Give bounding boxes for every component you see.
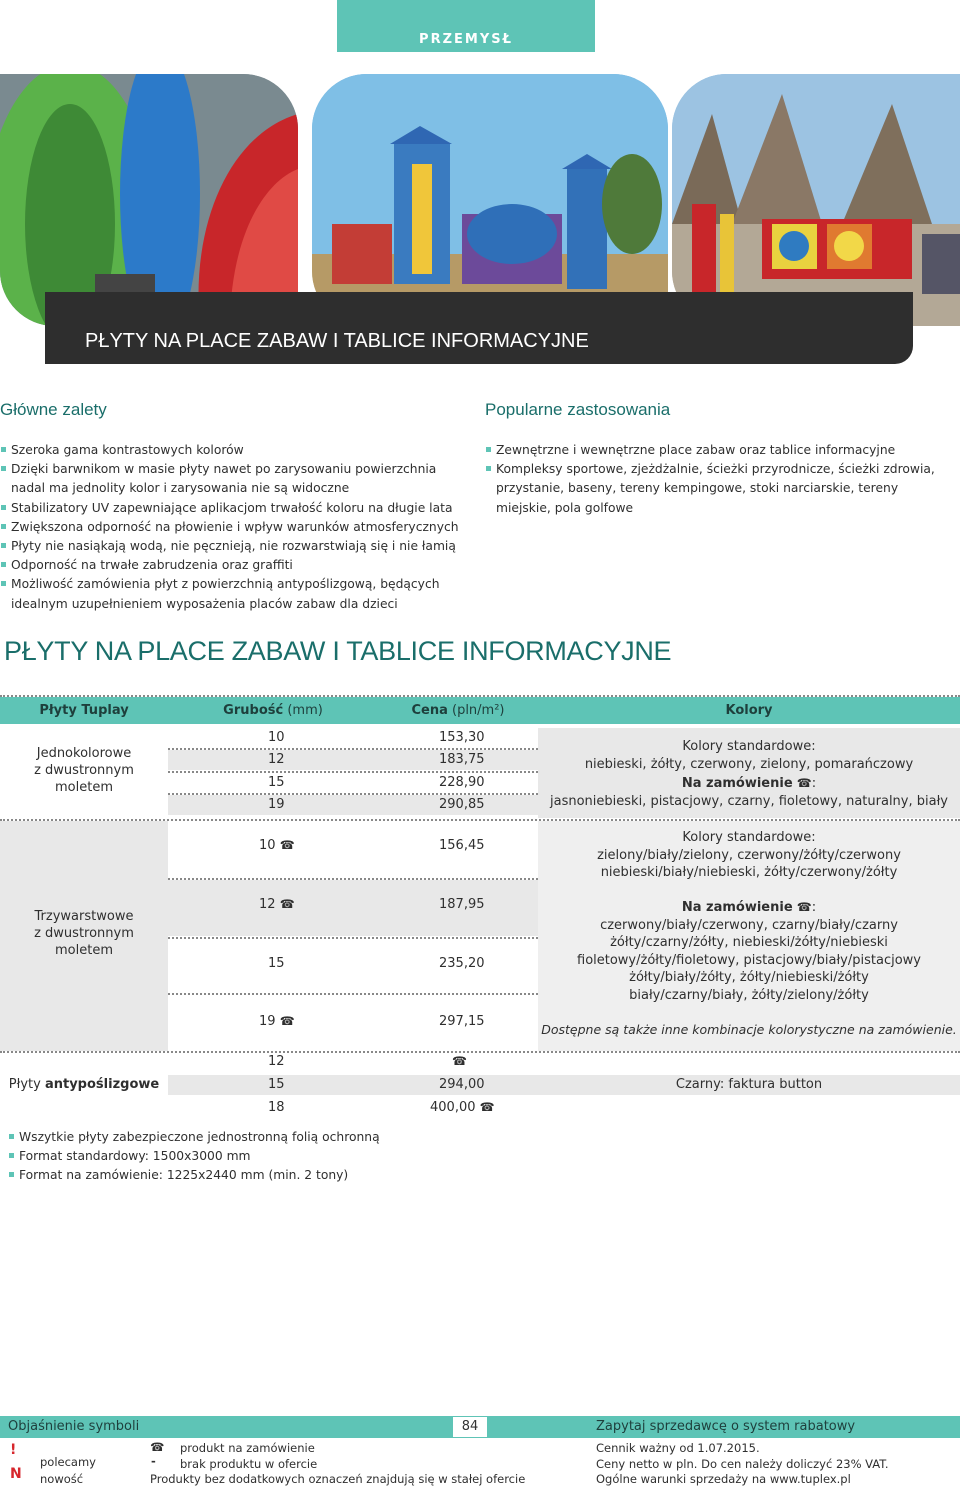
std-colors-value: niebieski/biały/niebieski, żółty/czerwony/żółty (600, 865, 898, 880)
page-number: 84 (452, 1416, 488, 1438)
header-price-unit: (pln/m²) (452, 703, 505, 718)
symbols-title: Objaśnienie symboli (8, 1419, 140, 1434)
on-order-label: produkt na zamówienie (180, 1441, 315, 1455)
price-cell: 294,00 (439, 1077, 485, 1092)
std-colors-value: niebieski, żółty, czerwony, zielony, pomarańczowy (584, 757, 914, 772)
exclamation-icon: ! (10, 1442, 17, 1458)
info-boards-photo (672, 74, 960, 326)
price-cell: 183,75 (439, 752, 485, 767)
price-cell: 187,95 (439, 897, 485, 912)
phone-icon: ☎ (796, 900, 812, 914)
phone-icon: ☎ (279, 838, 295, 852)
group3-name-bold: antypoślizgowe (44, 1077, 160, 1092)
std-colors-label: Kolory standardowe: (682, 830, 816, 845)
out-of-stock-label: brak produktu w ofercie (180, 1457, 318, 1471)
order-colors-label: Na zamówienie (681, 900, 793, 915)
group3-colors: Czarny: faktura button (675, 1077, 823, 1092)
phone-icon: ☎ (479, 1100, 495, 1114)
list-item: Format standardowy: 1500x3000 mm (8, 1147, 508, 1166)
list-item: Zewnętrzne i wewnętrzne place zabaw oraz tablice informacyjne (485, 441, 947, 460)
group3-name-plain: Płyty (8, 1077, 41, 1092)
footer-symbols-bar (0, 1416, 452, 1438)
header-colors: Kolory (725, 703, 773, 718)
price-cell: 153,30 (439, 730, 485, 745)
price-cell: 156,45 (439, 838, 485, 853)
thickness-cell: 19 (268, 797, 285, 812)
new-icon: N (10, 1466, 22, 1482)
applications-heading: Popularne zastosowania (485, 400, 671, 419)
list-item: Format na zamówienie: 1225x2440 mm (min. 2 tony) (8, 1166, 508, 1185)
thickness-cell (259, 1014, 295, 1029)
footer-rebate-bar (488, 1416, 960, 1438)
group1-colors (538, 738, 960, 811)
dash-icon: - (151, 1454, 156, 1468)
order-colors-value: biały/czarny/biały, żółty/zielony/żółty (629, 987, 869, 1003)
list-item: Odporność na trwałe zabrudzenia oraz graffiti (0, 556, 460, 575)
order-colors-value: fioletowy/żółty/fioletowy, pistacjowy/biały/pistacjowy (577, 952, 921, 968)
thickness-cell: 12 (268, 752, 285, 767)
table-heading: PŁYTY NA PLACE ZABAW I TABLICE INFORMACYJNE (4, 636, 672, 666)
thickness-cell: 15 (268, 775, 285, 790)
order-colors-value: czerwony/biały/czerwony, czarny/biały/czarny (600, 917, 898, 933)
thickness-cell: 15 (268, 956, 285, 971)
price-cell: 228,90 (439, 775, 485, 790)
price-cell: 290,85 (439, 797, 485, 812)
advantages-heading: Główne zalety (0, 400, 107, 419)
price-cell (430, 1100, 495, 1115)
phone-icon: ☎ (279, 897, 295, 911)
header-thickness-label: Grubość (223, 703, 284, 718)
order-colors-label-row: Na zamówienie ☎: (681, 776, 817, 791)
phone-icon: ☎ (279, 1014, 295, 1028)
group1-name (0, 745, 168, 796)
thickness-cell: 15 (268, 1077, 285, 1092)
regular-offer-label: Produkty bez dodatkowych oznaczeń znajdują się w stałej ofercie (150, 1472, 526, 1486)
group2-name-line: Trzywarstwowe (34, 909, 134, 924)
list-item: Szeroka gama kontrastowych kolorów (0, 441, 460, 460)
list-item: Zwiększona odporność na płowienie i wpływ warunków atmosferycznych (0, 518, 460, 537)
price-cell: 297,15 (439, 1014, 485, 1029)
price-cell (452, 1054, 467, 1069)
thickness-value: 10 (259, 838, 276, 853)
group1-name-line: Jednokolorowe (36, 746, 132, 761)
list-item: Kompleksy sportowe, zjeżdżalnie, ścieżki przyrodnicze, ścieżki zdrowia, przystanie, baseny, tereny kempingowe, stoki narciarskie, tereny miejskie, pola golfowe (485, 460, 947, 518)
group2-name-line: moletem (55, 943, 113, 958)
terms: Ogólne warunki sprzedaży na www.tuplex.pl (596, 1472, 851, 1486)
group3-name (0, 1077, 168, 1092)
list-item: Stabilizatory UV zapewniające aplikacjom trwałość koloru na długie lata (0, 499, 460, 518)
applications-list (485, 441, 947, 518)
group2-order-colors (538, 899, 960, 1004)
price-cell: 235,20 (439, 956, 485, 971)
playground-photo (312, 74, 668, 326)
advantages-list (0, 441, 460, 614)
price-value: 400,00 (430, 1100, 476, 1115)
order-colors-label: Na zamówienie (681, 776, 793, 791)
price-valid: Cennik ważny od 1.07.2015. (596, 1441, 760, 1455)
group1-name-line: z dwustronnym (34, 763, 134, 778)
phone-icon: ☎ (796, 776, 812, 790)
rebate-title: Zapytaj sprzedawcę o system rabatowy (596, 1419, 856, 1434)
header-thickness (168, 703, 378, 718)
thickness-cell: 10 (268, 730, 285, 745)
header-price-label: Cena (411, 703, 448, 718)
hero-title: PŁYTY NA PLACE ZABAW I TABLICE INFORMACYJNE (85, 330, 589, 352)
order-colors-value: jasnoniebieski, pistacjowy, czarny, fioletowy, naturalny, biały (550, 794, 948, 809)
phone-icon: ☎ (150, 1440, 165, 1454)
recommended-label: polecamy (40, 1455, 96, 1469)
new-label: nowość (40, 1472, 84, 1486)
std-colors-value: zielony/biały/zielony, czerwony/żółty/czerwony (597, 847, 901, 863)
net-prices: Ceny netto w pln. Do cen należy doliczyć 23% VAT. (596, 1457, 889, 1471)
notes-list (8, 1128, 508, 1186)
std-colors-label: Kolory standardowe: (682, 739, 816, 754)
thickness-cell: 12 (268, 1054, 285, 1069)
section-tab: PRZEMYSŁ (337, 0, 595, 52)
thickness-cell (259, 838, 295, 853)
header-plates: Płyty Tuplay (39, 703, 129, 718)
slide-tubes-photo (0, 74, 298, 326)
list-item: Możliwość zamówienia płyt z powierzchnią antypoślizgową, będących idealnym uzupełnieniem wyposażenia placów zabaw dla dzieci (0, 575, 460, 613)
header-price (378, 703, 538, 718)
group2-name (0, 908, 168, 959)
list-item: Dzięki barwnikom w masie płyty nawet po zarysowaniu powierzchnia nadal ma jednolity kolor i zarysowania nie są widoczne (0, 460, 460, 498)
table-header (0, 697, 960, 724)
group2-note: Dostępne są także inne kombinacje kolorystyczne na zamówienie. (541, 1022, 957, 1037)
group1-name-line: moletem (55, 780, 113, 795)
thickness-cell (259, 897, 295, 912)
thickness-cell: 18 (268, 1100, 285, 1115)
order-colors-value: żółty/czarny/żółty, niebieski/żółty/niebieski (610, 935, 888, 950)
thickness-value: 19 (259, 1014, 276, 1029)
order-colors-label-row: Na zamówienie ☎: (681, 900, 817, 915)
list-item: Płyty nie nasiąkają wodą, nie pęcznieją, nie rozwarstwiają się i nie łamią (0, 537, 460, 556)
phone-icon: ☎ (452, 1054, 467, 1068)
group2-std-colors (538, 829, 960, 882)
thickness-value: 12 (259, 897, 276, 912)
header-thickness-unit: (mm) (287, 703, 323, 718)
hero-banner (45, 292, 913, 364)
list-item: Wszytkie płyty zabezpieczone jednostronną folią ochronną (8, 1128, 508, 1147)
order-colors-value: żółty/biały/żółty, żółty/niebieski/żółty (629, 970, 869, 985)
group2-name-line: z dwustronnym (34, 926, 134, 941)
